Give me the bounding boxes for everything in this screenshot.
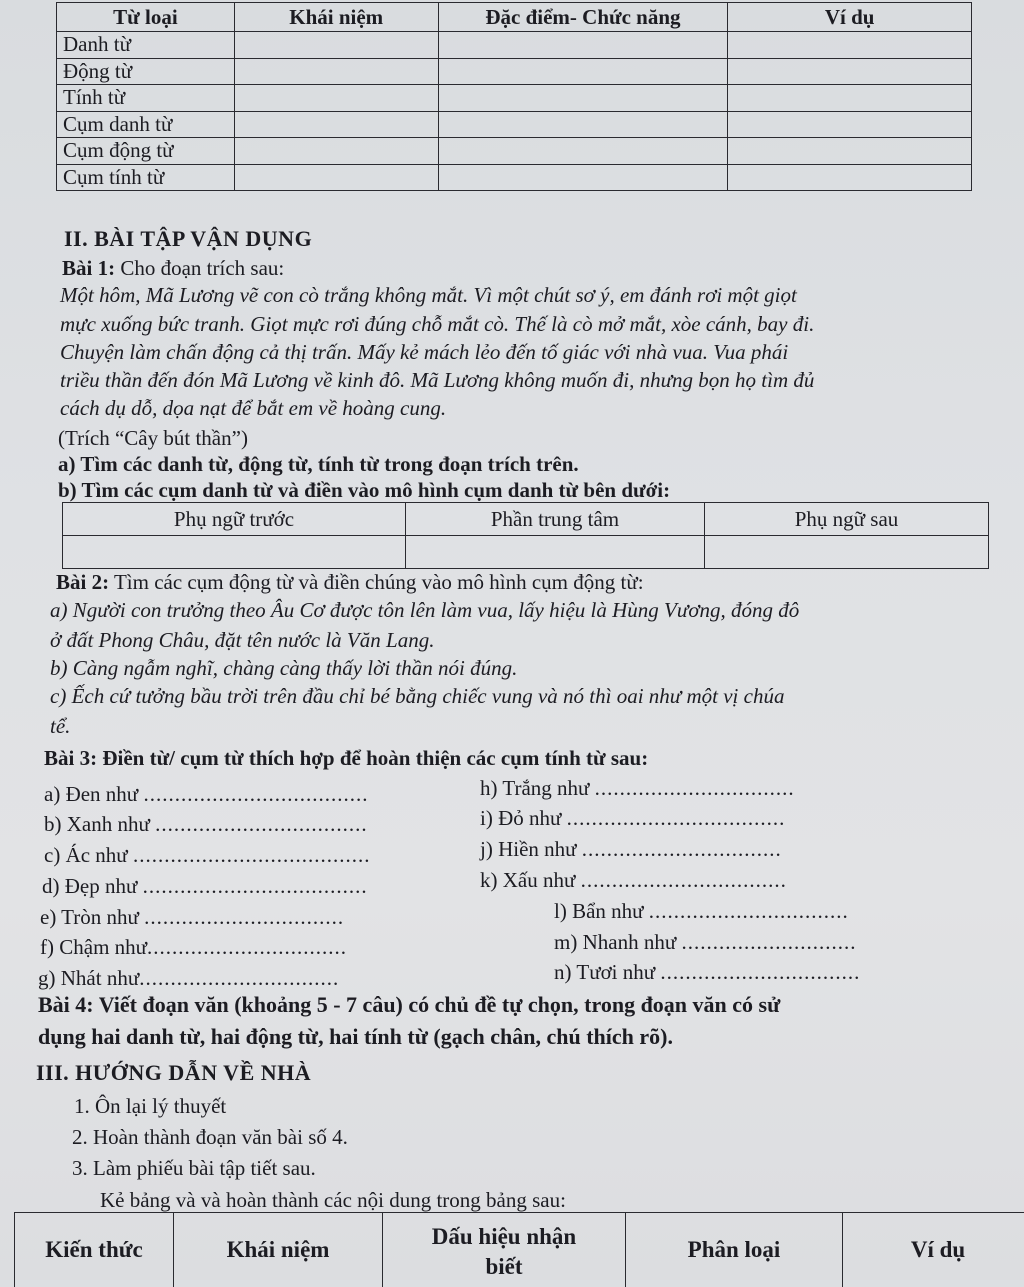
- fill-label: g) Nhát như: [38, 966, 139, 990]
- noun-phrase-table: [62, 502, 989, 569]
- fill-blank[interactable]: ....................................: [143, 782, 368, 806]
- table-cell: [728, 32, 972, 59]
- homework-item: 3. Làm phiếu bài tập tiết sau.: [72, 1156, 316, 1181]
- header-tu-loai: Từ loại: [57, 3, 235, 32]
- fill-label: b) Xanh như: [44, 812, 150, 836]
- fill-label: m) Nhanh như: [554, 930, 676, 954]
- row-label: Cụm danh từ: [57, 111, 235, 138]
- table-row: [57, 164, 972, 191]
- row-label: Danh từ: [57, 32, 235, 59]
- table-cell: [705, 536, 989, 569]
- bai-1-question-b: b) Tìm các cụm danh từ và điền vào mô hình cụm danh từ bên dưới:: [58, 478, 670, 503]
- table-cell: [728, 164, 972, 191]
- header-khai-niem: Khái niệm: [174, 1213, 383, 1287]
- table-cell: [234, 164, 438, 191]
- fill-item: [44, 812, 368, 837]
- table-instruction: Kẻ bảng và và hoàn thành các nội dung trong bảng sau:: [100, 1188, 566, 1213]
- header-kien-thuc: Kiến thức: [15, 1213, 174, 1287]
- fill-blank[interactable]: ......................................: [133, 843, 371, 867]
- table-cell: [728, 85, 972, 112]
- fill-label: a) Đen như: [44, 782, 138, 806]
- table-cell: [234, 85, 438, 112]
- word-class-table: [56, 2, 972, 191]
- table-cell: [234, 58, 438, 85]
- homework-item: 1. Ôn lại lý thuyết: [74, 1094, 226, 1119]
- passage-line: Chuyện làm chấn động cả thị trấn. Mấy kẻ mách lẻo đến tố giác với nhà vua. Vua phái: [60, 340, 788, 365]
- fill-label: d) Đẹp như: [42, 874, 137, 898]
- fill-label: i) Đỏ như: [480, 806, 561, 830]
- fill-blank[interactable]: ................................: [147, 935, 347, 959]
- fill-blank[interactable]: ...................................: [567, 806, 786, 830]
- table-cell: [728, 111, 972, 138]
- header-dac-diem: Đặc điểm- Chức năng: [438, 3, 728, 32]
- fill-item: [42, 874, 368, 899]
- fill-label: n) Tươi như: [554, 960, 655, 984]
- bai-2-item-c-cont: tể.: [50, 714, 70, 739]
- row-label: Cụm động từ: [57, 138, 235, 165]
- table-cell: [63, 536, 406, 569]
- fill-item: [480, 837, 782, 862]
- header-dau-hieu-text: Dấu hiệu nhận biết: [414, 1222, 594, 1282]
- table-row: [57, 32, 972, 59]
- table-cell: [438, 58, 728, 85]
- passage-line: mực xuống bức tranh. Giọt mực rơi đúng chỗ mắt cò. Thế là cò mở mắt, xòe cánh, bay đi.: [60, 312, 814, 337]
- fill-blank[interactable]: .................................: [581, 868, 787, 892]
- fill-item: [44, 782, 368, 807]
- fill-item: [554, 899, 849, 924]
- fill-item: [554, 930, 856, 955]
- fill-item: [480, 806, 785, 831]
- fill-label: h) Trắng như: [480, 776, 589, 800]
- bai-2-intro-text: Tìm các cụm động từ và điền chúng vào mô hình cụm động từ:: [109, 570, 643, 594]
- fill-item: [480, 776, 795, 801]
- bai-2-label: Bài 2:: [56, 570, 109, 594]
- fill-blank[interactable]: ................................: [582, 837, 782, 861]
- bai-1-intro-text: Cho đoạn trích sau:: [115, 256, 284, 280]
- fill-item: [44, 843, 370, 868]
- fill-label: l) Bẩn như: [554, 899, 644, 923]
- section-3-title: III. HƯỚNG DẪN VỀ NHÀ: [36, 1060, 311, 1086]
- table-row: [57, 111, 972, 138]
- bai-1-question-a: a) Tìm các danh từ, động từ, tính từ trong đoạn trích trên.: [58, 452, 579, 477]
- homework-item: 2. Hoàn thành đoạn văn bài số 4.: [72, 1125, 348, 1150]
- passage-line: Một hôm, Mã Lương vẽ con cò trắng không mắt. Vì một chút sơ ý, em đánh rơi một giọt: [60, 283, 797, 308]
- bai-1-intro: [62, 256, 284, 281]
- table-cell: [438, 111, 728, 138]
- table-cell: [234, 138, 438, 165]
- table-cell: [728, 58, 972, 85]
- table-cell: [234, 32, 438, 59]
- table-row: [57, 58, 972, 85]
- fill-blank[interactable]: ..................................: [155, 812, 368, 836]
- fill-item: [480, 868, 787, 893]
- fill-label: e) Tròn như: [40, 905, 139, 929]
- bai-4-line-1: Bài 4: Viết đoạn văn (khoảng 5 - 7 câu) có chủ đề tự chọn, trong đoạn văn có sử: [38, 992, 780, 1018]
- header-phu-ngu-sau: Phụ ngữ sau: [705, 503, 989, 536]
- bai-1-label: Bài 1:: [62, 256, 115, 280]
- header-phan-loai: Phân loại: [626, 1213, 843, 1287]
- fill-label: c) Ác như: [44, 843, 128, 867]
- table-cell: [438, 32, 728, 59]
- table-cell: [438, 164, 728, 191]
- passage-source: (Trích “Cây bút thần”): [58, 426, 248, 451]
- bai-2-intro: [56, 570, 644, 595]
- table-row: [57, 85, 972, 112]
- table-cell: [406, 536, 705, 569]
- table-cell: [728, 138, 972, 165]
- bai-2-item-c: c) Ếch cứ tưởng bầu trời trên đầu chỉ bé bằng chiếc vung và nó thì oai như một vị chúa: [50, 684, 784, 709]
- passage-line: triều thần đến đón Mã Lương về kinh đô. Mã Lương không muốn đi, nhưng bọn họ tìm đủ: [60, 368, 814, 393]
- fill-item: [554, 960, 860, 985]
- passage-line: cách dụ dỗ, dọa nạt để bắt em về hoàng cung.: [60, 396, 446, 421]
- header-vi-du: Ví dụ: [728, 3, 972, 32]
- table-cell: [438, 138, 728, 165]
- bai-2-item-a: a) Người con trưởng theo Âu Cơ được tôn lên làm vua, lấy hiệu là Hùng Vương, đóng đô: [50, 598, 799, 623]
- table-cell: [438, 85, 728, 112]
- fill-label: k) Xấu như: [480, 868, 575, 892]
- fill-blank[interactable]: ................................: [649, 899, 849, 923]
- row-label: Cụm tính từ: [57, 164, 235, 191]
- header-khai-niem: Khái niệm: [234, 3, 438, 32]
- table-row: [57, 138, 972, 165]
- header-phan-trung-tam: Phần trung tâm: [406, 503, 705, 536]
- fill-blank[interactable]: ............................: [681, 930, 856, 954]
- section-2-title: II. BÀI TẬP VẬN DỤNG: [64, 226, 312, 252]
- fill-blank[interactable]: ................................: [660, 960, 860, 984]
- row-label: Động từ: [57, 58, 235, 85]
- table-cell: [234, 111, 438, 138]
- bai-2-item-b: b) Càng ngẫm nghĩ, chàng càng thấy lời thần nói đúng.: [50, 656, 517, 681]
- header-phu-ngu-truoc: Phụ ngữ trước: [63, 503, 406, 536]
- header-dau-hieu: [383, 1213, 626, 1287]
- fill-blank[interactable]: ....................................: [143, 874, 368, 898]
- bai-3-title: Bài 3: Điền từ/ cụm từ thích hợp để hoàn thiện các cụm tính từ sau:: [44, 746, 648, 771]
- table-header-row: [57, 3, 972, 32]
- fill-blank[interactable]: ................................: [139, 966, 339, 990]
- table-header-row: [63, 503, 989, 536]
- bai-4-line-2: dụng hai danh từ, hai động từ, hai tính từ (gạch chân, chú thích rõ).: [38, 1024, 673, 1050]
- fill-label: j) Hiền như: [480, 837, 577, 861]
- fill-item: [40, 935, 347, 960]
- table-header-row: [15, 1213, 1024, 1287]
- fill-label: f) Chậm như: [40, 935, 147, 959]
- fill-blank[interactable]: ................................: [144, 905, 344, 929]
- table-row: [63, 536, 989, 569]
- bai-2-item-a-cont: ở đất Phong Châu, đặt tên nước là Văn Lang.: [50, 628, 434, 653]
- header-vi-du: Ví dụ: [843, 1213, 1024, 1287]
- knowledge-table: [14, 1212, 1024, 1287]
- row-label: Tính từ: [57, 85, 235, 112]
- fill-item: [38, 966, 339, 991]
- fill-blank[interactable]: ................................: [595, 776, 795, 800]
- fill-item: [40, 905, 344, 930]
